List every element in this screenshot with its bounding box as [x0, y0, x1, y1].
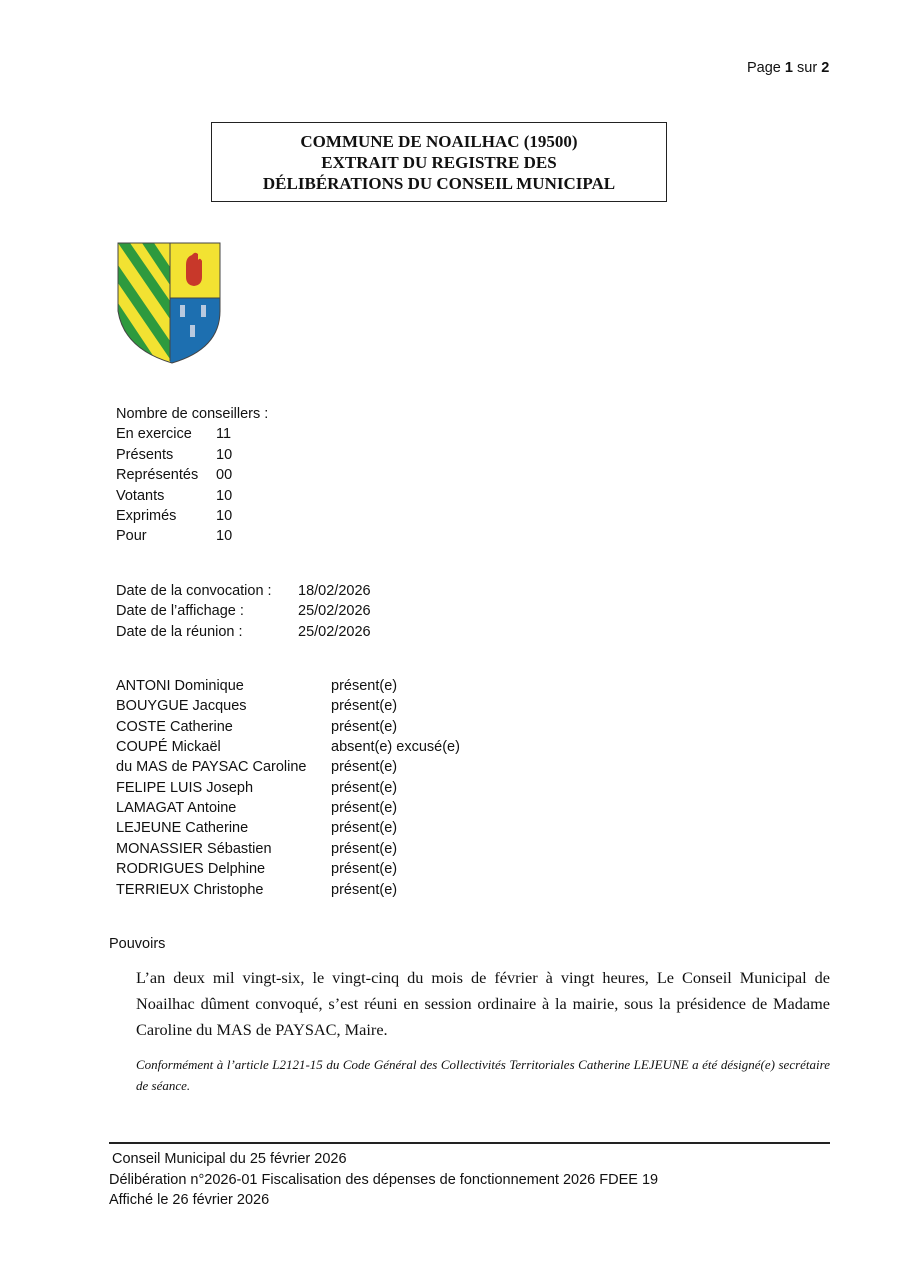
footer-line: Conseil Municipal du 25 février 2026: [112, 1151, 347, 1167]
member-status: présent(e): [331, 678, 398, 694]
member-name: MONASSIER Sébastien: [116, 840, 272, 857]
page-current: 1: [784, 60, 793, 76]
member-name: ANTONI Dominique: [116, 678, 244, 694]
count-label: En exercice: [116, 426, 192, 443]
date-label: Date de la convocation :: [116, 583, 272, 599]
count-label: Présents: [116, 446, 174, 463]
member-name: LEJEUNE Catherine: [116, 820, 249, 837]
member-name: COSTE Catherine: [116, 718, 233, 735]
document-title-box: [211, 122, 667, 202]
member-name: TERRIEUX Christophe: [116, 881, 264, 898]
member-name: BOUYGUE Jacques: [116, 698, 247, 715]
member-name: RODRIGUES Delphine: [116, 861, 266, 878]
page-sep: sur: [792, 60, 822, 76]
title-line: DÉLIBÉRATIONS DU CONSEIL MUNICIPAL: [262, 174, 616, 193]
member-status: absent(e) excusé(e): [331, 739, 460, 756]
footer: [109, 1149, 658, 1211]
count-value: 00: [216, 467, 233, 484]
date-value: 18/02/2026: [298, 583, 371, 599]
count-value: 11: [216, 426, 232, 443]
member-name: FELIPE LUIS Joseph: [116, 779, 254, 796]
date-label: Date de l’affichage :: [116, 603, 244, 620]
count-label: Pour: [116, 528, 147, 545]
coat-of-arms-logo: [116, 241, 222, 365]
footer-divider: [109, 1142, 830, 1144]
member-status: présent(e): [331, 779, 398, 796]
page-total: 2: [821, 60, 830, 76]
page-prefix: Page: [747, 60, 785, 76]
count-label: Votants: [116, 487, 165, 504]
member-name: COUPÉ Mickaël: [116, 739, 221, 756]
member-name: du MAS de PAYSAC Caroline: [116, 759, 307, 776]
date-value: 25/02/2026: [298, 603, 371, 620]
session-paragraph: L’an deux mil vingt-six, le vingt-cinq du mois de février à vingt heures, Le Conseil Municipal de Noailhac dûment convoqué, s’est réuni en session ordinaire à la mairie, sous la présidence de Madame Caroline du MAS de PAYSAC, Maire.: [136, 968, 830, 1039]
counts-heading: Nombre de conseillers :: [116, 406, 269, 422]
count-label: Exprimés: [116, 508, 177, 524]
count-value: 10: [216, 446, 233, 463]
member-status: présent(e): [331, 840, 398, 857]
page-number: [747, 60, 829, 76]
member-status: présent(e): [331, 800, 398, 817]
member-status: présent(e): [331, 861, 398, 878]
title-line: EXTRAIT DU REGISTRE DES: [321, 153, 557, 172]
count-value: 10: [216, 508, 233, 524]
footer-line: Délibération n°2026-01 Fiscalisation des dépenses de fonctionnement 2026 FDEE 19: [109, 1171, 659, 1188]
footer-line: Affiché le 26 février 2026: [109, 1192, 270, 1208]
member-name: LAMAGAT Antoine: [116, 800, 237, 817]
pouvoirs-heading: Pouvoirs: [109, 936, 166, 952]
title-line: COMMUNE DE NOAILHAC (19500): [300, 132, 578, 151]
member-status: présent(e): [331, 718, 398, 735]
secretary-note: Conformément à l’article L2121-15 du Code Général des Collectivités Territoriales Catherine LEJEUNE a été désigné(e) secrétaire de séance.: [136, 1057, 830, 1093]
count-value: 10: [216, 528, 233, 545]
date-label: Date de la réunion :: [116, 623, 243, 640]
member-status: présent(e): [331, 759, 398, 776]
date-value: 25/02/2026: [298, 623, 371, 640]
member-status: présent(e): [331, 820, 398, 837]
count-label: Représentés: [116, 467, 199, 484]
member-status: présent(e): [331, 698, 398, 715]
count-value: 10: [216, 487, 233, 504]
member-status: présent(e): [331, 881, 398, 898]
